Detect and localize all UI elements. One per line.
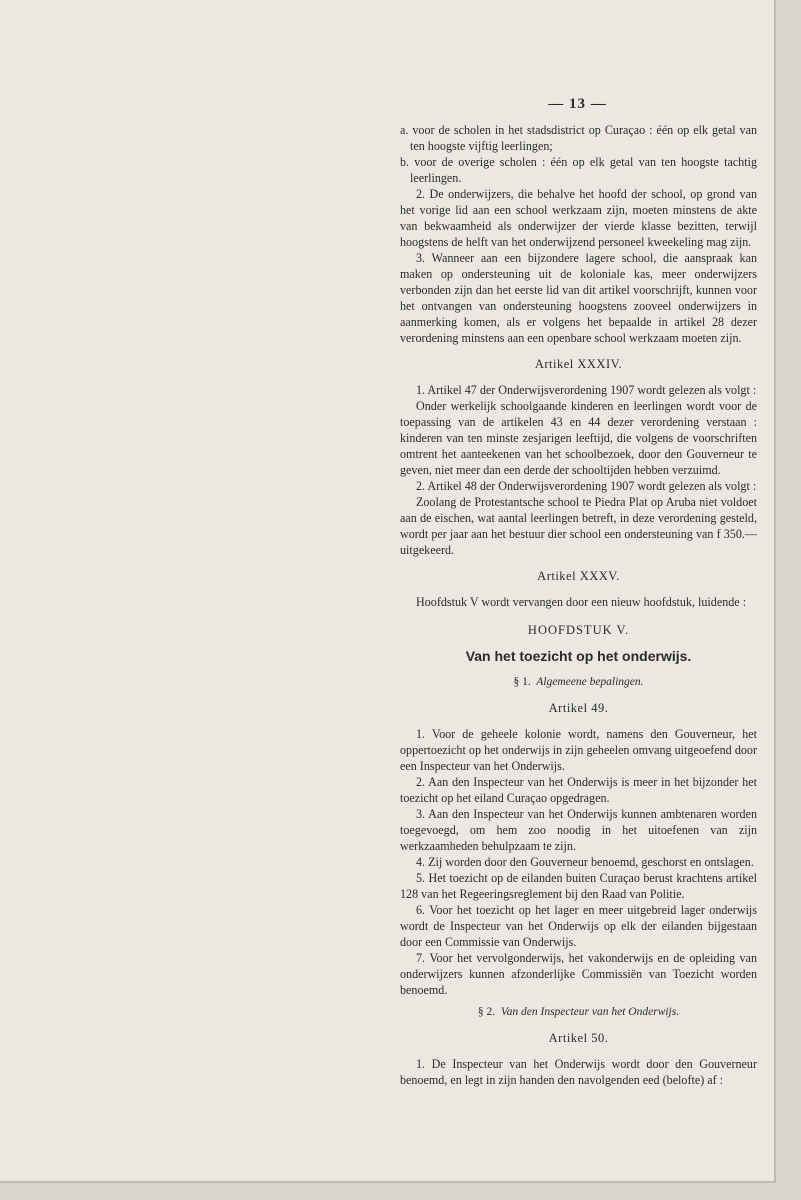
- article-50-p1: 1. De Inspecteur van het Onderwijs wordt door den Gouverneur benoemd, en legt in zijn handen den navolgenden eed (belofte) af :: [400, 1057, 757, 1087]
- article-xxxiv-heading: Artikel XXXIV.: [534, 357, 623, 371]
- chapter-title: Van het toezicht op het onderwijs.: [465, 648, 692, 664]
- article-xxxiv-p1-text: Onder werkelijk schoolgaande kinderen en leerlingen wordt voor de toepassing van de artikelen 43 en 44 dezer verordening verstaan : kinderen van ten minste zesjarigen leeftijd, die volgens de voorschriften omtrent het aanteekenen van het schoolbezoek, door den Gouverneur te geven, niet meer dan een derde der schooltijden hebben verzuimd.: [400, 399, 757, 477]
- text-column: [400, 122, 757, 1088]
- item-b: b. voor de overige scholen : één op elk getal van ten hoogste tachtig leerlingen.: [400, 155, 757, 185]
- article-49-p6: 6. Voor het toezicht op het lager en meer uitgebreid lager onderwijs wordt de Inspecteur van het Onderwijs op elk der eilanden bijgestaan door een Commissie van Onderwijs.: [400, 903, 757, 949]
- article-49-heading: Artikel 49.: [548, 701, 609, 715]
- section-2-title: Van den Inspecteur van het Onderwijs.: [500, 1006, 680, 1018]
- page-number: — 13 —: [548, 96, 607, 112]
- section-2-number: § 2.: [477, 1006, 496, 1018]
- article-xxxv-p1: Hoofdstuk V wordt vervangen door een nieuw hoofdstuk, luidende :: [416, 595, 747, 609]
- chapter-heading: HOOFDSTUK V.: [527, 623, 630, 637]
- article-49-p1: 1. Voor de geheele kolonie wordt, namens den Gouverneur, het oppertoezicht op het onderwijs in zijn geheelen omvang uitgeoefend door een Inspecteur van het Onderwijs.: [400, 727, 757, 773]
- article-xxxiv-p2-text: Zoolang de Protestantsche school te Piedra Plat op Aruba niet voldoet aan de eischen, wat aantal leerlingen betreft, in deze verordening gesteld, wordt per jaar aan het bestuur dier school een ondersteuning van f 350.— uitgekeerd.: [400, 495, 757, 557]
- paragraph-3: 3. Wanneer aan een bijzondere lagere school, die aanspraak kan maken op ondersteuning uit de koloniale kas, meer onderwijzers verbonden zijn dan het eerste lid van dit artikel voorschrijft, kunnen voor het ontvangen van ondersteuning hoogstens zooveel onderwijzers in aanmerking komen, als er volgens het bepaalde in artikel 28 dezer verordening minstens aan een openbare school werkzaam moeten zijn.: [400, 251, 757, 345]
- section-1-title: Algemeene bepalingen.: [536, 676, 644, 688]
- section-2-heading: [400, 1004, 757, 1020]
- article-49-p7: 7. Voor het vervolgonderwijs, het vakonderwijs en de opleiding van onderwijzers kunnen afzonderlijke Commissiën van Toezicht worden benoemd.: [400, 951, 757, 997]
- section-1-heading: [400, 674, 757, 690]
- article-xxxv-heading: Artikel XXXV.: [537, 569, 620, 583]
- article-49-p3: 3. Aan den Inspecteur van het Onderwijs kunnen ambtenaren worden toegevoegd, om hem zoo noodig in het uitoefenen van zijn werkzaamheden behulpzaam te zijn.: [400, 807, 757, 853]
- section-1-number: § 1.: [513, 676, 531, 688]
- article-49-p2: 2. Aan den Inspecteur van het Onderwijs is meer in het bijzonder het toezicht op het eiland Curaçao opgedragen.: [400, 775, 757, 805]
- paragraph-2: 2. De onderwijzers, die behalve het hoofd der school, op grond van het vorige lid aan een school werkzaam zijn, moeten minstens de akte van bekwaamheid als onderwijzer der vierde klasse bezitten, terwijl hoogstens de helft van het onderwijzend personeel kweekeling mag zijn.: [400, 187, 757, 249]
- article-49-p4: 4. Zij worden door den Gouverneur benoemd, geschorst en ontslagen.: [416, 855, 754, 869]
- article-xxxiv-p2: 2. Artikel 48 der Onderwijsverordening 1907 wordt gelezen als volgt :: [416, 479, 757, 493]
- article-50-heading: Artikel 50.: [548, 1031, 609, 1045]
- article-49-p5: 5. Het toezicht op de eilanden buiten Curaçao berust krachtens artikel 128 van het Regeeringsreglement bij den Raad van Politie.: [400, 871, 757, 901]
- article-xxxiv-p1: 1. Artikel 47 der Onderwijsverordening 1907 wordt gelezen als volgt :: [416, 383, 757, 397]
- item-a: a. voor de scholen in het stadsdistrict op Curaçao : één op elk getal van ten hoogste vijftig leerlingen;: [400, 123, 757, 153]
